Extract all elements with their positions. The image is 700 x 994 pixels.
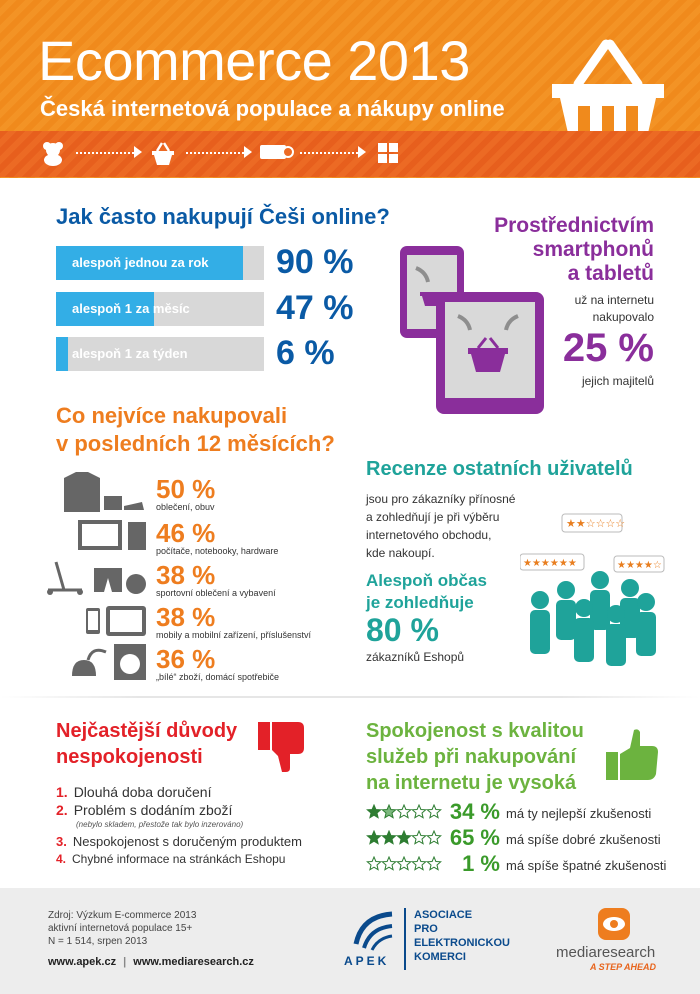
devices-value: 25 %: [562, 326, 654, 370]
reviews-text: jsou pro zákazníky přínosné a zohledňují je při výběru internetového obchodu, kde nakoupí.: [366, 492, 516, 560]
category-label: počítače, notebooky, hardware: [156, 546, 279, 556]
categories-heading: Co nejvíce nakupovali v posledních 12 měsících?: [56, 403, 335, 456]
boxes-icon: [376, 141, 400, 165]
devices-heading: Prostřednictvím smartphonů a tabletů: [494, 214, 654, 285]
svg-text:★★★★☆: ★★★★☆: [617, 560, 662, 571]
flow-arrow: [358, 146, 366, 158]
apek-logo-icon: [352, 908, 396, 952]
bar-label: alespoň 1 za měsíc: [72, 301, 190, 316]
category-value: 38 %: [156, 560, 216, 590]
flow-dots: [300, 152, 358, 154]
mediaresearch-tagline: A STEP AHEAD: [590, 962, 657, 972]
teddy-bear-icon: [40, 140, 66, 166]
computer-icon: [76, 518, 148, 552]
frequency-value: 6 %: [276, 334, 335, 372]
star-icon: [412, 831, 425, 844]
satisfaction-value: 1 %: [462, 851, 500, 876]
footer-links: www.apek.cz | www.mediaresearch.cz: [48, 956, 254, 968]
page-subtitle: Česká internetová populace a nákupy online: [40, 96, 505, 121]
star-icon: [367, 831, 380, 844]
flow-dots: [186, 152, 244, 154]
tablet-smartphone-icon: [398, 244, 546, 414]
frequency-bar: [56, 337, 264, 371]
satisfaction-heading: Spokojenost s kvalitou služeb při nakupování na internetu je vysoká: [366, 720, 584, 794]
mediaresearch-link[interactable]: www.mediaresearch.cz: [133, 956, 254, 968]
flow-arrow: [134, 146, 142, 158]
satisfaction-label: má spíše špatné zkušenosti: [506, 858, 667, 873]
frequency-value: 90 %: [276, 243, 354, 281]
mobile-icon: [84, 604, 148, 638]
apek-wordmark: APEK: [344, 954, 390, 968]
category-label: sportovní oblečení a vybavení: [156, 588, 276, 598]
satisfaction-value: 65 %: [449, 825, 500, 850]
reviews-emphasis: Alespoň občas je zohledňuje: [366, 571, 487, 612]
satisfaction-label: má ty nejlepší zkušenosti: [506, 806, 652, 821]
source-line: aktivní internetová populace 15+: [48, 923, 193, 934]
star-icon: [397, 831, 410, 844]
category-value: 38 %: [156, 602, 216, 632]
apek-fullname: ASOCIACE PRO ELEKTRONICKOU KOMERCI: [414, 909, 510, 963]
source-line: Zdroj: Výzkum E-commerce 2013: [48, 910, 197, 921]
star-icon: [412, 805, 425, 818]
star-icon: [397, 857, 410, 870]
reviews-value: 80 %: [366, 612, 439, 648]
frequency-bar: [56, 292, 264, 326]
star-icon: [382, 857, 395, 870]
star-icon: [367, 857, 380, 870]
source-line: N = 1 514, srpen 2013: [48, 936, 148, 947]
shopping-basket-icon: [548, 36, 668, 146]
star-icon: [397, 805, 410, 818]
page-title: Ecommerce 2013: [38, 29, 470, 92]
mediaresearch-logo-icon: [596, 906, 632, 942]
frequency-heading: Jak často nakupují Češi online?: [56, 204, 390, 229]
reason-item: 1. Dlouhá doba doručení: [56, 784, 212, 800]
star-icon: [382, 805, 395, 818]
mediaresearch-wordmark: mediaresearch: [556, 944, 656, 961]
section-divider: [0, 696, 700, 698]
thumbs-down-icon: [256, 718, 308, 774]
process-strip: [0, 131, 700, 177]
reason-item: 2. Problém s dodáním zboží: [56, 802, 233, 818]
satisfaction-label: má spíše dobré zkušenosti: [506, 832, 661, 847]
appliance-icon: [66, 642, 148, 682]
category-value: 36 %: [156, 644, 216, 674]
bar-fill: [56, 337, 68, 371]
thumbs-up-icon: [604, 726, 660, 784]
devices-text: už na internetu nakupovalo: [574, 293, 654, 324]
svg-text:★★☆☆☆☆: ★★☆☆☆☆: [566, 517, 626, 530]
reason-item: 4. Chybné informace na stránkách Eshopu: [56, 852, 286, 866]
flow-dots: [76, 152, 134, 154]
satisfaction-value: 34 %: [449, 799, 500, 824]
star-icon: [382, 831, 395, 844]
bar-label: alespoň 1 za týden: [72, 346, 188, 361]
reviews-customers-text: zákazníků Eshopů: [366, 650, 465, 664]
category-value: 46 %: [156, 518, 216, 548]
people-group-icon: [520, 510, 670, 670]
logo-divider: [404, 908, 406, 970]
category-label: mobily a mobilní zařízení, příslušenství: [156, 630, 312, 640]
category-label: oblečení, obuv: [156, 502, 215, 512]
apek-link[interactable]: www.apek.cz: [48, 956, 117, 968]
category-value: 50 %: [156, 474, 216, 504]
clothing-icon: [60, 472, 148, 514]
svg-text:★★★★★★: ★★★★★★: [523, 558, 577, 569]
reason-item: 3. Nespokojenost s doručeným produktem: [56, 834, 302, 849]
reviews-heading: Recenze ostatních uživatelů: [366, 458, 633, 480]
sport-icon: [42, 560, 148, 596]
frequency-bar: [56, 246, 264, 280]
star-icon: [367, 805, 380, 818]
category-label: „bílé“ zboží, domácí spotřebiče: [156, 672, 280, 682]
devices-owners-text: jejich majitelů: [581, 374, 654, 388]
star-icon: [412, 857, 425, 870]
basket-icon: [150, 140, 176, 166]
frequency-value: 47 %: [276, 289, 354, 327]
reason-note: (nebylo skladem, přestože tak bylo inzerováno): [76, 820, 244, 829]
flow-arrow: [244, 146, 252, 158]
credit-card-icon: [260, 143, 294, 163]
bar-label: alespoň jednou za rok: [72, 255, 209, 270]
reasons-heading: Nejčastější důvody nespokojenosti: [56, 720, 238, 768]
